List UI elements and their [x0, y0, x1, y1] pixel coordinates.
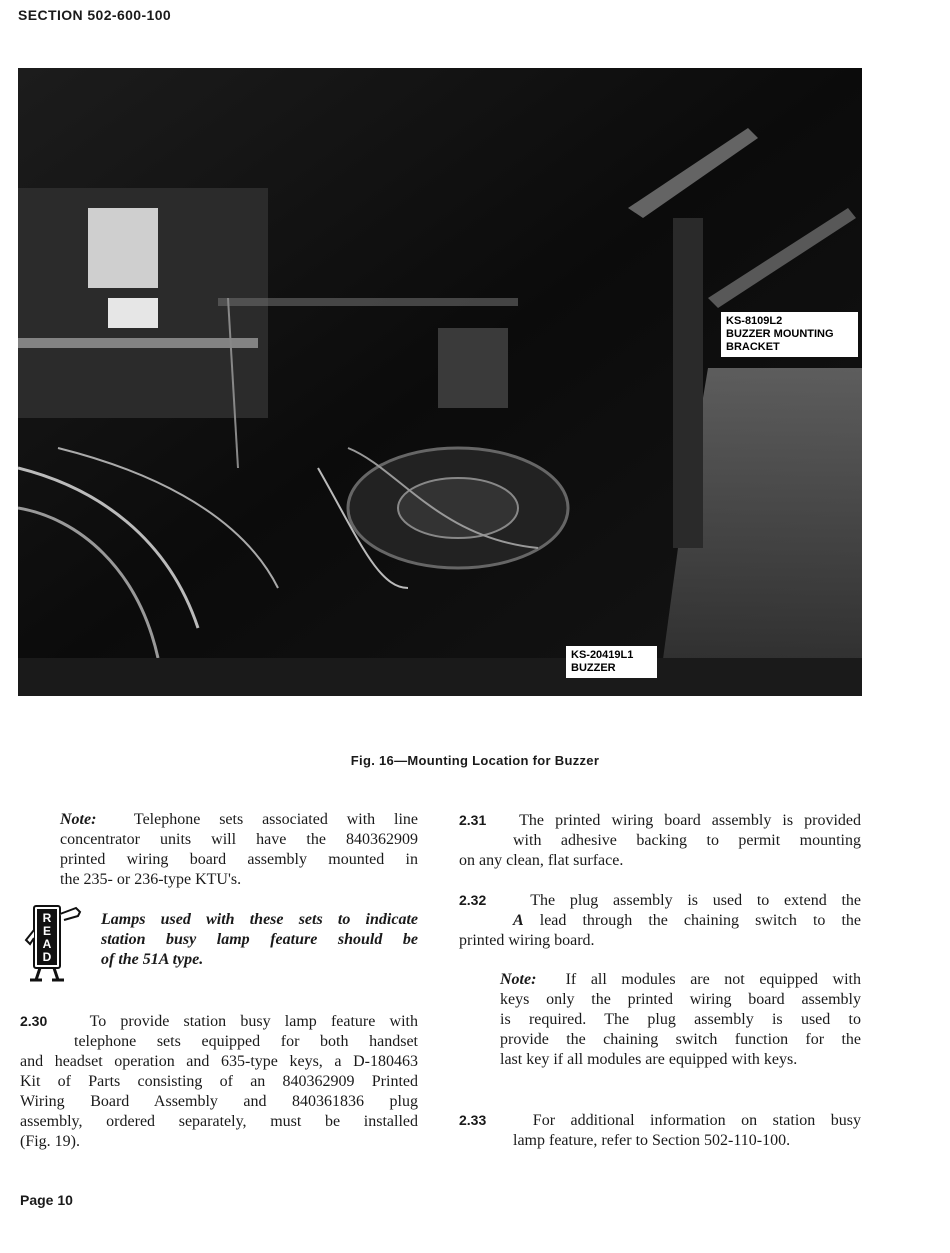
paragraph-line: lead through the chaining switch to the — [539, 912, 862, 929]
note-line-concentrator — [60, 810, 418, 890]
note-line: concentrator units will have the 840362909 — [60, 831, 418, 848]
note-line: keys only the printed wiring board assembly — [500, 991, 861, 1008]
paragraph-number: 2.33 — [459, 1112, 487, 1128]
paragraph-line: The printed wiring board assembly is provided — [519, 812, 861, 829]
read-icon-letter: R — [42, 911, 52, 925]
paragraph-number: 2.32 — [459, 892, 487, 908]
paragraph-2-30 — [20, 1011, 418, 1152]
read-icon-letter: A — [42, 937, 52, 951]
paragraph-line: The plug assembly is used to extend the — [530, 892, 861, 909]
paragraph-line: Kit of Parts consisting of an 840362909 Printed — [20, 1073, 418, 1090]
section-header: SECTION 502-600-100 — [18, 7, 172, 23]
callout-line: KS-8109L2 — [726, 315, 783, 327]
warning-line: of the 51A type. — [101, 951, 204, 968]
paragraph-line: (Fig. 19). — [20, 1133, 80, 1150]
paragraph-line: and headset operation and 635-type keys, a D-180463 — [20, 1053, 418, 1070]
note-label: Note: — [60, 811, 97, 828]
note-line: Telephone sets associated with line — [133, 811, 418, 828]
lamp-type-warning — [101, 910, 418, 970]
paragraph-line: on any clean, flat surface. — [459, 852, 624, 869]
note-line: If all modules are not equipped with — [565, 971, 861, 988]
callout-line: KS-20419L1 — [571, 649, 634, 661]
read-icon-letter: D — [42, 950, 52, 964]
paragraph-line: telephone sets equipped for both handset — [74, 1033, 418, 1050]
paragraph-number: 2.31 — [459, 812, 487, 828]
paragraph-line: with adhesive backing to permit mounting — [513, 832, 861, 849]
paragraph-line: To provide station busy lamp feature with — [89, 1013, 419, 1030]
callout-line: BUZZER MOUNTING — [726, 328, 834, 340]
page-number: Page 10 — [20, 1192, 73, 1208]
paragraph-line: lamp feature, refer to Section 502-110-100. — [513, 1132, 791, 1149]
figure-caption: Fig. 16—Mounting Location for Buzzer — [350, 753, 600, 768]
warning-line: Lamps used with these sets to indicate — [101, 911, 418, 928]
note-line: the 235- or 236-type KTU's. — [60, 871, 242, 888]
callout-line: BUZZER — [571, 662, 616, 674]
note-modules — [500, 970, 861, 1070]
buzzer-mounting-photo — [18, 68, 862, 696]
read-icon-letter: E — [42, 924, 52, 938]
paragraph-line: Wiring Board Assembly and 840361836 plug — [20, 1093, 418, 1110]
paragraph-number: 2.30 — [20, 1013, 48, 1029]
read-warning-icon — [20, 900, 98, 982]
paragraph-2-33 — [459, 1110, 861, 1151]
callout-buzzer-mounting-bracket — [721, 312, 858, 357]
note-line: provide the chaining switch function for the — [500, 1031, 861, 1048]
note-line: is required. The plug assembly is used to — [500, 1011, 861, 1028]
paragraph-line: assembly, ordered separately, must be installed — [20, 1113, 418, 1130]
note-label: Note: — [500, 971, 537, 988]
warning-line: station busy lamp feature should be — [101, 931, 418, 948]
paragraph-2-32 — [459, 890, 861, 951]
paragraph-2-31 — [459, 810, 861, 871]
lead-letter: A — [513, 912, 524, 929]
paragraph-line: printed wiring board. — [459, 932, 595, 949]
note-line: last key if all modules are equipped with keys. — [500, 1051, 798, 1068]
note-line: printed wiring board assembly mounted in — [60, 851, 418, 868]
paragraph-line: For additional information on station busy — [532, 1112, 862, 1129]
callout-buzzer — [566, 646, 657, 678]
callout-line: BRACKET — [726, 341, 780, 353]
